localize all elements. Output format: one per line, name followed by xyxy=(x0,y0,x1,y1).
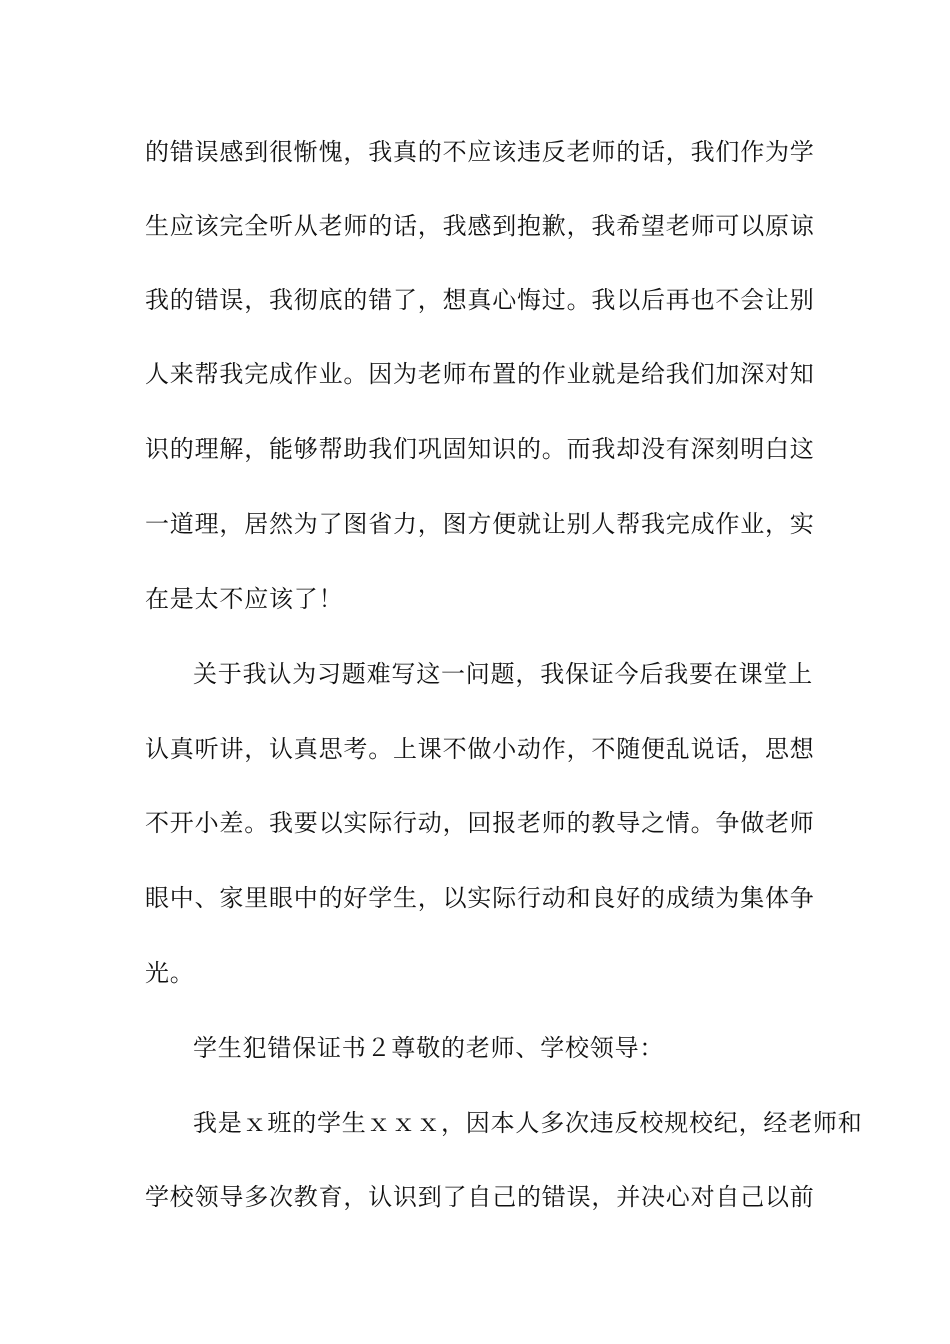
section-heading: 学生犯错保证书２尊敬的老师、学校领导： xyxy=(193,1034,665,1062)
text-line: 不开小差。我要以实际行动，回报老师的教导之情。争做老师 xyxy=(145,809,815,837)
text-line: 眼中、家里眼中的好学生，以实际行动和良好的成绩为集体争 xyxy=(145,884,815,912)
paragraph-first-line: 关于我认为习题难写这一问题，我保证今后我要在课堂上 xyxy=(193,660,813,688)
text-line: 认真听讲，认真思考。上课不做小动作，不随便乱说话，思想 xyxy=(145,735,815,763)
text-line: 的错误感到很惭愧，我真的不应该违反老师的话，我们作为学 xyxy=(145,138,815,166)
text-line: 识的理解，能够帮助我们巩固知识的。而我却没有深刻明白这 xyxy=(145,435,815,463)
text-line: 人来帮我完成作业。因为老师布置的作业就是给我们加深对知 xyxy=(145,360,815,388)
paragraph-first-line: 我是ｘ班的学生ｘｘｘ，因本人多次违反校规校纪，经老师和 xyxy=(193,1109,863,1137)
text-line: 在是太不应该了！ xyxy=(145,585,344,613)
text-line: 光。 xyxy=(145,959,195,987)
text-line: 生应该完全听从老师的话，我感到抱歉，我希望老师可以原谅 xyxy=(145,212,815,240)
text-line: 一道理，居然为了图省力，图方便就让别人帮我完成作业，实 xyxy=(145,510,815,538)
text-line: 学校领导多次教育，认识到了自己的错误，并决心对自己以前 xyxy=(145,1183,815,1211)
text-line: 我的错误，我彻底的错了，想真心悔过。我以后再也不会让别 xyxy=(145,286,815,314)
